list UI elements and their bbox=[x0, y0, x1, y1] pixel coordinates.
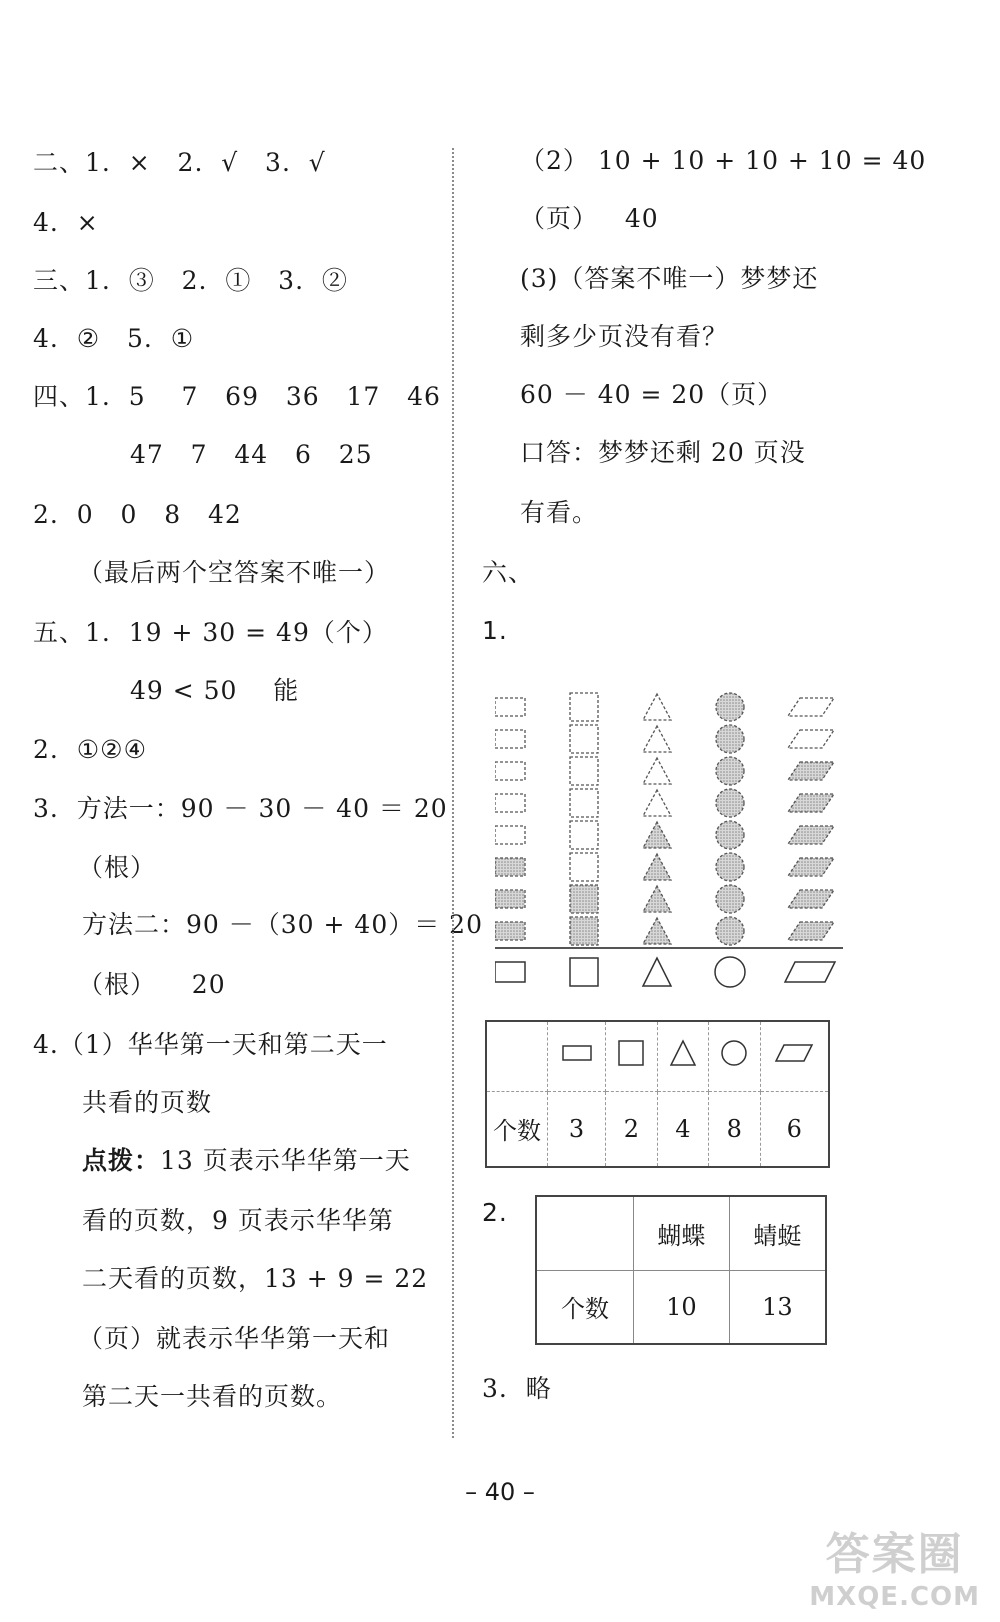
left-line-9: 五、1. 19 + 30 = 49（个） bbox=[33, 618, 388, 647]
rectangle-stack-item bbox=[495, 698, 525, 716]
header-dragonfly: 蜻蜓 bbox=[729, 1196, 826, 1270]
left-line-6: 47 7 44 6 25 bbox=[130, 440, 373, 469]
square-stack-item bbox=[570, 725, 598, 753]
left-line-11: 2. ①②④ bbox=[33, 735, 147, 764]
right-line-4: 剩多少页没有看？ bbox=[520, 322, 729, 351]
left-line-10: 49 < 50 能 bbox=[130, 676, 300, 705]
rectangle-stack-item bbox=[495, 858, 525, 876]
parallelogram-stack-item bbox=[788, 762, 834, 780]
left-line-21: （页）就表示华华第一天和 bbox=[78, 1324, 391, 1353]
parallelogram-stack-item bbox=[788, 826, 834, 844]
square-stack-item bbox=[570, 917, 598, 945]
rectangle-stack-item bbox=[495, 826, 525, 844]
left-line-13: （根） bbox=[78, 853, 157, 882]
triangle-stack-item bbox=[643, 726, 671, 752]
circle-stack-item bbox=[716, 885, 744, 913]
left-line-12: 3. 方法一：90 － 30 － 40 ＝ 20 bbox=[33, 794, 448, 823]
right-line-5: 60 － 40 = 20（页） bbox=[520, 380, 784, 409]
left-line-22: 第二天一共看的页数。 bbox=[82, 1382, 343, 1411]
square-stack-item bbox=[570, 757, 598, 785]
left-line-17: 共看的页数 bbox=[82, 1088, 213, 1117]
hint-text: 13 页表示华华第一天 bbox=[160, 1146, 411, 1175]
square-header bbox=[606, 1021, 657, 1091]
insect-row-label: 个数 bbox=[536, 1270, 634, 1344]
left-line-19: 看的页数，9 页表示华华第 bbox=[82, 1206, 394, 1235]
left-line-3: 三、1. ③ 2. ① 3. ② bbox=[33, 266, 348, 295]
rectangle-stack-item bbox=[495, 730, 525, 748]
parallelogram-icon bbox=[785, 962, 835, 982]
left-line-16: 4.（1）华华第一天和第二天一 bbox=[33, 1030, 388, 1059]
left-line-20: 二天看的页数，13 + 9 = 22 bbox=[82, 1264, 429, 1293]
rectangle-header bbox=[548, 1021, 606, 1091]
corner-cell-2 bbox=[536, 1196, 634, 1270]
count-triangle: 4 bbox=[657, 1091, 708, 1167]
circle-header bbox=[709, 1021, 760, 1091]
square-icon bbox=[570, 958, 598, 986]
shape-stack-figure bbox=[495, 690, 855, 1010]
square-stack-item bbox=[570, 693, 598, 721]
square-stack-item bbox=[570, 853, 598, 881]
insect-count-table bbox=[535, 1195, 827, 1345]
triangle-stack-item bbox=[643, 886, 671, 912]
count-rectangle: 3 bbox=[548, 1091, 606, 1167]
circle-stack-item bbox=[716, 853, 744, 881]
left-line-1: 二、1. × 2. √ 3. √ bbox=[33, 148, 326, 177]
circle-stack-item bbox=[716, 789, 744, 817]
corner-cell bbox=[486, 1021, 548, 1091]
left-line-4: 4. ② 5. ① bbox=[33, 324, 195, 353]
rectangle-stack-item bbox=[495, 890, 525, 908]
right-line-8: 六、 bbox=[482, 558, 535, 587]
right-line-7: 有看。 bbox=[520, 498, 599, 527]
rectangle-icon bbox=[495, 962, 525, 982]
rectangle-stack-item bbox=[495, 794, 525, 812]
right-line-10: 2. bbox=[482, 1198, 508, 1227]
parallelogram-stack-item bbox=[788, 890, 834, 908]
parallelogram-stack-item bbox=[788, 794, 834, 812]
right-line-1: （2） 10 + 10 + 10 + 10 = 40 bbox=[520, 146, 927, 175]
triangle-stack-item bbox=[643, 790, 671, 816]
triangle-header bbox=[657, 1021, 708, 1091]
hint-label: 点拨： bbox=[82, 1146, 161, 1175]
shape-count-table bbox=[485, 1020, 830, 1168]
watermark-logo bbox=[809, 1518, 980, 1612]
value-butterfly: 10 bbox=[634, 1270, 730, 1344]
square-stack-item bbox=[570, 885, 598, 913]
left-line-2: 4. × bbox=[33, 208, 99, 237]
left-line-8: （最后两个空答案不唯一） bbox=[78, 558, 391, 587]
square-stack-item bbox=[570, 821, 598, 849]
right-line-3: (3)（答案不唯一）梦梦还 bbox=[520, 264, 819, 293]
triangle-stack-item bbox=[643, 822, 671, 848]
square-stack-item bbox=[570, 789, 598, 817]
circle-stack-item bbox=[716, 725, 744, 753]
left-line-15: （根） 20 bbox=[78, 970, 226, 999]
rectangle-stack-item bbox=[495, 922, 525, 940]
triangle-stack-item bbox=[643, 918, 671, 944]
triangle-icon bbox=[643, 958, 671, 986]
count-circle: 8 bbox=[709, 1091, 760, 1167]
triangle-stack-item bbox=[643, 694, 671, 720]
right-line-6: 口答：梦梦还剩 20 页没 bbox=[520, 438, 806, 467]
parallelogram-stack-item bbox=[788, 698, 834, 716]
circle-stack-item bbox=[716, 693, 744, 721]
count-parallelogram: 6 bbox=[760, 1091, 829, 1167]
header-butterfly: 蝴蝶 bbox=[634, 1196, 730, 1270]
page-number: – 40 – bbox=[465, 1478, 535, 1506]
circle-stack-item bbox=[716, 757, 744, 785]
parallelogram-stack-item bbox=[788, 922, 834, 940]
left-line-7: 2. 0 0 8 42 bbox=[33, 500, 242, 529]
watermark-top: 答案圈 bbox=[825, 1529, 964, 1580]
right-line-11: 3. 略 bbox=[482, 1374, 552, 1403]
triangle-stack-item bbox=[643, 758, 671, 784]
triangle-stack-item bbox=[643, 854, 671, 880]
value-dragonfly: 13 bbox=[729, 1270, 826, 1344]
parallelogram-header bbox=[760, 1021, 829, 1091]
parallelogram-stack-item bbox=[788, 858, 834, 876]
right-line-2: （页） 40 bbox=[520, 204, 659, 233]
circle-stack-item bbox=[716, 821, 744, 849]
left-line-14: 方法二：90 －（30 + 40）＝ 20 bbox=[82, 910, 483, 939]
circle-stack-item bbox=[716, 917, 744, 945]
column-divider bbox=[452, 148, 454, 1438]
circle-icon bbox=[715, 957, 745, 987]
watermark-bottom: MXQE.COM bbox=[809, 1582, 980, 1612]
count-row-label: 个数 bbox=[486, 1091, 548, 1167]
parallelogram-stack-item bbox=[788, 730, 834, 748]
right-line-9: 1. bbox=[482, 616, 508, 645]
rectangle-stack-item bbox=[495, 762, 525, 780]
count-square: 2 bbox=[606, 1091, 657, 1167]
left-line-5: 四、1. 5 7 69 36 17 46 bbox=[33, 382, 441, 411]
left-line-18 bbox=[82, 1148, 411, 1173]
